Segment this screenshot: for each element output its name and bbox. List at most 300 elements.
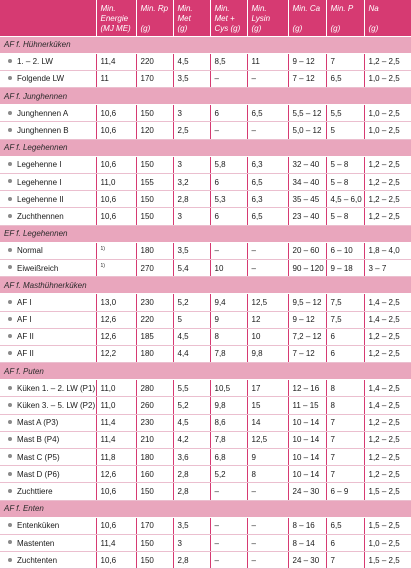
feed-name-cell [0, 552, 96, 569]
value-cell: 3 [173, 105, 210, 122]
feed-name: AF II [17, 349, 34, 358]
value-cell: – [210, 70, 247, 87]
section-title: AF f. Masthühnerküken [0, 277, 411, 294]
table-row [0, 328, 411, 345]
feed-name: AF I [17, 298, 32, 307]
value-cell: 9,5 – 12 [288, 294, 326, 311]
column-header-line: (g) [178, 24, 210, 34]
value-cell: 1,0 – 2,5 [364, 105, 411, 122]
column-header-line [4, 14, 96, 24]
value-cell: – [210, 517, 247, 534]
value-cell: 185 [136, 328, 173, 345]
value-cell: 6 [326, 345, 364, 362]
bullet-icon [8, 111, 12, 115]
value-cell: 10,6 [96, 105, 136, 122]
column-header-line: Lysin [252, 14, 288, 24]
value-cell: 7 [326, 431, 364, 448]
feed-name: Mastenten [17, 539, 54, 548]
feed-name: Zuchtenten [17, 556, 57, 565]
value-cell: 34 – 40 [288, 174, 326, 191]
value-cell: 10,6 [96, 552, 136, 569]
value-cell: 6 – 10 [326, 242, 364, 259]
value-cell: 150 [136, 208, 173, 225]
value-cell: 3 [173, 208, 210, 225]
section-header-row [0, 139, 411, 156]
value-cell: 1,4 – 2,5 [364, 311, 411, 328]
value-cell: 5,0 – 12 [288, 122, 326, 139]
value-cell: 5,5 [326, 105, 364, 122]
value-cell: 12 [247, 311, 288, 328]
value-cell: 9 [247, 449, 288, 466]
feed-name: Küken 1. – 2. LW (P1) [17, 384, 95, 393]
column-header-line: (g) [141, 24, 173, 34]
bullet-icon [8, 214, 12, 218]
feed-name: Küken 3. – 5. LW (P2) [17, 401, 95, 410]
value-cell: 7 [326, 53, 364, 70]
value-cell: 2,8 [173, 483, 210, 500]
table-row [0, 174, 411, 191]
value-cell: 1,0 – 2,5 [364, 70, 411, 87]
bullet-icon [8, 523, 12, 527]
feed-name-cell [0, 294, 96, 311]
feed-name: Junghennen A [17, 109, 68, 118]
feed-name: Mast D (P6) [17, 470, 60, 479]
value-cell: 5 [326, 122, 364, 139]
column-header-line [4, 24, 96, 34]
value-cell: 230 [136, 414, 173, 431]
value-cell: 11,0 [96, 397, 136, 414]
value-cell: 180 [136, 345, 173, 362]
column-header [136, 0, 173, 36]
value-cell: 8 [247, 466, 288, 483]
value-cell: 7 [326, 552, 364, 569]
column-header-line: Min. Rp [141, 4, 173, 14]
value-cell: 5,2 [210, 466, 247, 483]
column-header-line: Met + [215, 14, 247, 24]
table-row [0, 259, 411, 276]
table-row [0, 242, 411, 259]
value-cell: 5 – 8 [326, 156, 364, 173]
column-header-line: Met [178, 14, 210, 24]
column-header-line: Min. Ca [293, 4, 326, 14]
value-cell: 10,5 [210, 380, 247, 397]
value-cell: 6 [326, 534, 364, 551]
feed-name: Junghennen B [17, 126, 69, 135]
value-cell: 6,5 [247, 208, 288, 225]
bullet-icon [8, 351, 12, 355]
value-cell: 1,4 – 2,5 [364, 380, 411, 397]
value-cell: 10 [210, 259, 247, 276]
table-row [0, 345, 411, 362]
value-cell: 1,5 – 2,5 [364, 552, 411, 569]
feed-name-cell [0, 122, 96, 139]
section-header-row [0, 225, 411, 242]
feed-name: Mast C (P5) [17, 453, 60, 462]
feed-name-cell [0, 328, 96, 345]
value-cell: 6 [210, 174, 247, 191]
bullet-icon [8, 437, 12, 441]
column-header-line: Min. P [331, 4, 364, 14]
value-cell: 5,5 – 12 [288, 105, 326, 122]
bullet-icon [8, 162, 12, 166]
column-header-line: (MJ ME) [101, 24, 136, 34]
table-row [0, 517, 411, 534]
column-header-line: Cys (g) [215, 24, 247, 34]
value-cell: 5 – 8 [326, 208, 364, 225]
value-cell: 210 [136, 431, 173, 448]
bullet-icon [8, 265, 12, 269]
bullet-icon [8, 472, 12, 476]
feed-name-cell [0, 517, 96, 534]
table-row [0, 380, 411, 397]
value-cell: 230 [136, 294, 173, 311]
feed-name-cell [0, 345, 96, 362]
bullet-icon [8, 540, 12, 544]
value-cell: 7 [326, 449, 364, 466]
value-cell: 7,5 [326, 311, 364, 328]
value-cell: 150 [136, 534, 173, 551]
value-cell: – [247, 534, 288, 551]
value-cell: 180 [136, 449, 173, 466]
value-cell: 1,2 – 2,5 [364, 345, 411, 362]
value-cell: 15 [247, 397, 288, 414]
feed-name: Folgende LW [17, 74, 64, 83]
column-header-line: (g) [331, 24, 364, 34]
column-header-line: Min. [252, 4, 288, 14]
section-header-row [0, 500, 411, 517]
table-row [0, 311, 411, 328]
value-cell: 14 [247, 414, 288, 431]
section-title: AF f. Junghennen [0, 88, 411, 105]
value-cell: – [247, 242, 288, 259]
value-cell: 260 [136, 397, 173, 414]
value-cell: 10,6 [96, 122, 136, 139]
value-cell: 1,5 – 2,5 [364, 483, 411, 500]
section-header-row [0, 36, 411, 53]
table-row [0, 431, 411, 448]
value-cell: 3,6 [173, 449, 210, 466]
value-cell: 11 [96, 70, 136, 87]
value-cell: 7 – 12 [288, 345, 326, 362]
value-cell: 10,6 [96, 156, 136, 173]
value-cell: 90 – 120 [288, 259, 326, 276]
value-cell: 150 [136, 483, 173, 500]
bullet-icon [8, 454, 12, 458]
value-cell: 1,4 – 2,5 [364, 397, 411, 414]
value-cell: 220 [136, 311, 173, 328]
value-cell: 4,5 [173, 414, 210, 431]
value-cell: 2,5 [173, 122, 210, 139]
value-cell: 23 – 40 [288, 208, 326, 225]
table-row [0, 156, 411, 173]
value-cell: 1,2 – 2,5 [364, 414, 411, 431]
table-row [0, 208, 411, 225]
table-row [0, 122, 411, 139]
value-cell: 10 – 14 [288, 466, 326, 483]
value-cell: 4,5 – 6,0 [326, 191, 364, 208]
feed-name-cell [0, 380, 96, 397]
value-cell: 13,0 [96, 294, 136, 311]
column-header [173, 0, 210, 36]
column-header-line [4, 4, 96, 14]
section-header-row [0, 88, 411, 105]
section-title: EF f. Legehennen [0, 225, 411, 242]
value-cell: 7,8 [210, 431, 247, 448]
value-cell: 4,5 [173, 53, 210, 70]
column-header-line: Min. [215, 4, 247, 14]
value-cell: 1,2 – 2,5 [364, 431, 411, 448]
value-cell: 4,5 [173, 328, 210, 345]
section-header-row [0, 277, 411, 294]
value-cell: 20 – 60 [288, 242, 326, 259]
bullet-icon [8, 59, 12, 63]
value-cell: 12,5 [247, 294, 288, 311]
feed-name-cell [0, 242, 96, 259]
value-cell: 10 – 14 [288, 414, 326, 431]
feed-name-cell [0, 105, 96, 122]
value-cell: 24 – 30 [288, 552, 326, 569]
value-cell: 170 [136, 70, 173, 87]
value-cell: 9 – 18 [326, 259, 364, 276]
bullet-icon [8, 179, 12, 183]
column-header-line [369, 14, 411, 24]
table-row [0, 534, 411, 551]
value-cell: 280 [136, 380, 173, 397]
feed-name: Eiweißreich [17, 264, 58, 273]
feed-name: 1. – 2. LW [17, 57, 53, 66]
value-cell: – [210, 122, 247, 139]
table-row [0, 552, 411, 569]
header-row [0, 0, 411, 36]
feed-name-cell [0, 534, 96, 551]
feed-name: Mast B (P4) [17, 435, 59, 444]
value-cell: 150 [136, 552, 173, 569]
value-cell: 12,6 [96, 328, 136, 345]
value-cell: 1,0 – 2,5 [364, 534, 411, 551]
value-cell: 9,8 [247, 345, 288, 362]
column-header [0, 0, 96, 36]
value-cell: 5,2 [173, 294, 210, 311]
feed-name-cell [0, 449, 96, 466]
value-cell: 1,2 – 2,5 [364, 174, 411, 191]
value-cell: 11,8 [96, 449, 136, 466]
value-cell: 220 [136, 53, 173, 70]
section-title: AF f. Hühnerküken [0, 36, 411, 53]
value-cell: 1,2 – 2,5 [364, 449, 411, 466]
value-cell: 17 [247, 380, 288, 397]
value-cell: 11,4 [96, 534, 136, 551]
bullet-icon [8, 420, 12, 424]
value-cell: – [210, 552, 247, 569]
value-cell: 1,2 – 2,5 [364, 191, 411, 208]
value-cell: 120 [136, 122, 173, 139]
value-cell: 35 – 45 [288, 191, 326, 208]
value-cell: 5,8 [210, 156, 247, 173]
feed-name: Legehenne I [17, 178, 62, 187]
bullet-icon [8, 197, 12, 201]
section-title: AF f. Enten [0, 500, 411, 517]
table-row [0, 70, 411, 87]
value-cell: 160 [136, 466, 173, 483]
feed-name-cell [0, 466, 96, 483]
bullet-icon [8, 300, 12, 304]
feed-name-cell [0, 53, 96, 70]
value-cell [96, 259, 136, 276]
value-cell: 11 [247, 53, 288, 70]
value-cell: 7,8 [210, 345, 247, 362]
value-cell: – [247, 259, 288, 276]
footnote-marker: 1) [101, 246, 105, 252]
bullet-icon [8, 403, 12, 407]
value-cell: 10 [247, 328, 288, 345]
value-cell: – [210, 483, 247, 500]
section-title: AF f. Legehennen [0, 139, 411, 156]
table-row [0, 105, 411, 122]
value-cell: 9,8 [210, 397, 247, 414]
value-cell: 270 [136, 259, 173, 276]
value-cell: 2,8 [173, 552, 210, 569]
value-cell: 10,6 [96, 483, 136, 500]
value-cell: 1,5 – 2,5 [364, 517, 411, 534]
feed-name-cell [0, 397, 96, 414]
table-row [0, 191, 411, 208]
value-cell: 170 [136, 517, 173, 534]
feed-name-cell [0, 156, 96, 173]
column-header-line: (g) [369, 24, 411, 34]
value-cell: 12,5 [247, 431, 288, 448]
bullet-icon [8, 317, 12, 321]
feed-name-cell [0, 431, 96, 448]
value-cell: 11,0 [96, 174, 136, 191]
column-header-line: Na [369, 4, 411, 14]
table-row [0, 414, 411, 431]
value-cell: 10,6 [96, 191, 136, 208]
section-title: AF f. Puten [0, 363, 411, 380]
value-cell: – [247, 517, 288, 534]
column-header-line: Min. [101, 4, 136, 14]
table-row [0, 449, 411, 466]
value-cell: 6,8 [210, 449, 247, 466]
value-cell: 7 – 12 [288, 70, 326, 87]
table-row [0, 53, 411, 70]
value-cell: 150 [136, 156, 173, 173]
value-cell: 6,3 [247, 191, 288, 208]
feed-name: Zuchttiere [17, 487, 53, 496]
table-row [0, 466, 411, 483]
column-header [364, 0, 411, 36]
value-cell: 1,2 – 2,5 [364, 208, 411, 225]
bullet-icon [8, 76, 12, 80]
feed-name-cell [0, 208, 96, 225]
column-header-line [293, 14, 326, 24]
bullet-icon [8, 489, 12, 493]
value-cell: 6,3 [247, 156, 288, 173]
value-cell: 6,5 [326, 70, 364, 87]
column-header [96, 0, 136, 36]
column-header-line: (g) [293, 24, 326, 34]
feed-name: Legehenne I [17, 160, 62, 169]
value-cell: 11,0 [96, 380, 136, 397]
footnote-marker: 1) [101, 263, 105, 269]
value-cell: 6 [210, 208, 247, 225]
value-cell: 150 [136, 105, 173, 122]
value-cell: 5,4 [173, 259, 210, 276]
value-cell: 5,3 [210, 191, 247, 208]
value-cell: 11,4 [96, 414, 136, 431]
feed-name-cell [0, 311, 96, 328]
feed-name: Normal [17, 246, 43, 255]
value-cell: 1,0 – 2,5 [364, 122, 411, 139]
feed-name-cell [0, 191, 96, 208]
value-cell: 9,4 [210, 294, 247, 311]
value-cell: 10,6 [96, 517, 136, 534]
value-cell: 1,2 – 2,5 [364, 53, 411, 70]
value-cell: 3 [173, 534, 210, 551]
value-cell: 4,4 [173, 345, 210, 362]
value-cell: 155 [136, 174, 173, 191]
column-header-line [141, 14, 173, 24]
value-cell: 7,2 – 12 [288, 328, 326, 345]
value-cell: 12,6 [96, 311, 136, 328]
bullet-icon [8, 386, 12, 390]
bullet-icon [8, 334, 12, 338]
value-cell: 1,4 – 2,5 [364, 294, 411, 311]
value-cell: – [247, 483, 288, 500]
value-cell: 10 – 14 [288, 449, 326, 466]
value-cell: 7,5 [326, 294, 364, 311]
feed-name-cell [0, 414, 96, 431]
feed-name: Legehenne II [17, 195, 64, 204]
value-cell: 2,8 [173, 191, 210, 208]
value-cell: 2,8 [173, 466, 210, 483]
value-cell: 4,2 [173, 431, 210, 448]
value-cell: 24 – 30 [288, 483, 326, 500]
table-row [0, 483, 411, 500]
column-header [247, 0, 288, 36]
value-cell: 3,5 [173, 242, 210, 259]
value-cell: 8 – 14 [288, 534, 326, 551]
value-cell: 1,2 – 2,5 [364, 466, 411, 483]
value-cell: 10 – 14 [288, 431, 326, 448]
feed-name: Zuchthennen [17, 212, 64, 221]
value-cell: 5 [173, 311, 210, 328]
column-header-line: Energie [101, 14, 136, 24]
value-cell: 1,2 – 2,5 [364, 156, 411, 173]
value-cell: 9 – 12 [288, 53, 326, 70]
value-cell: 6 [210, 105, 247, 122]
value-cell: 8,6 [210, 414, 247, 431]
table-body [0, 36, 411, 569]
value-cell: 12 – 16 [288, 380, 326, 397]
value-cell: 180 [136, 242, 173, 259]
value-cell: 6 [326, 328, 364, 345]
feed-name-cell [0, 174, 96, 191]
value-cell: 9 [210, 311, 247, 328]
value-cell: 8,5 [210, 53, 247, 70]
table-row [0, 397, 411, 414]
bullet-icon [8, 558, 12, 562]
bullet-icon [8, 248, 12, 252]
value-cell: – [247, 122, 288, 139]
value-cell: 6 – 9 [326, 483, 364, 500]
value-cell: 3,2 [173, 174, 210, 191]
feed-name: Entenküken [17, 521, 59, 530]
feed-name: Mast A (P3) [17, 418, 58, 427]
value-cell: 11 – 15 [288, 397, 326, 414]
value-cell: 8 [326, 397, 364, 414]
value-cell: 150 [136, 191, 173, 208]
feed-name: AF II [17, 332, 34, 341]
